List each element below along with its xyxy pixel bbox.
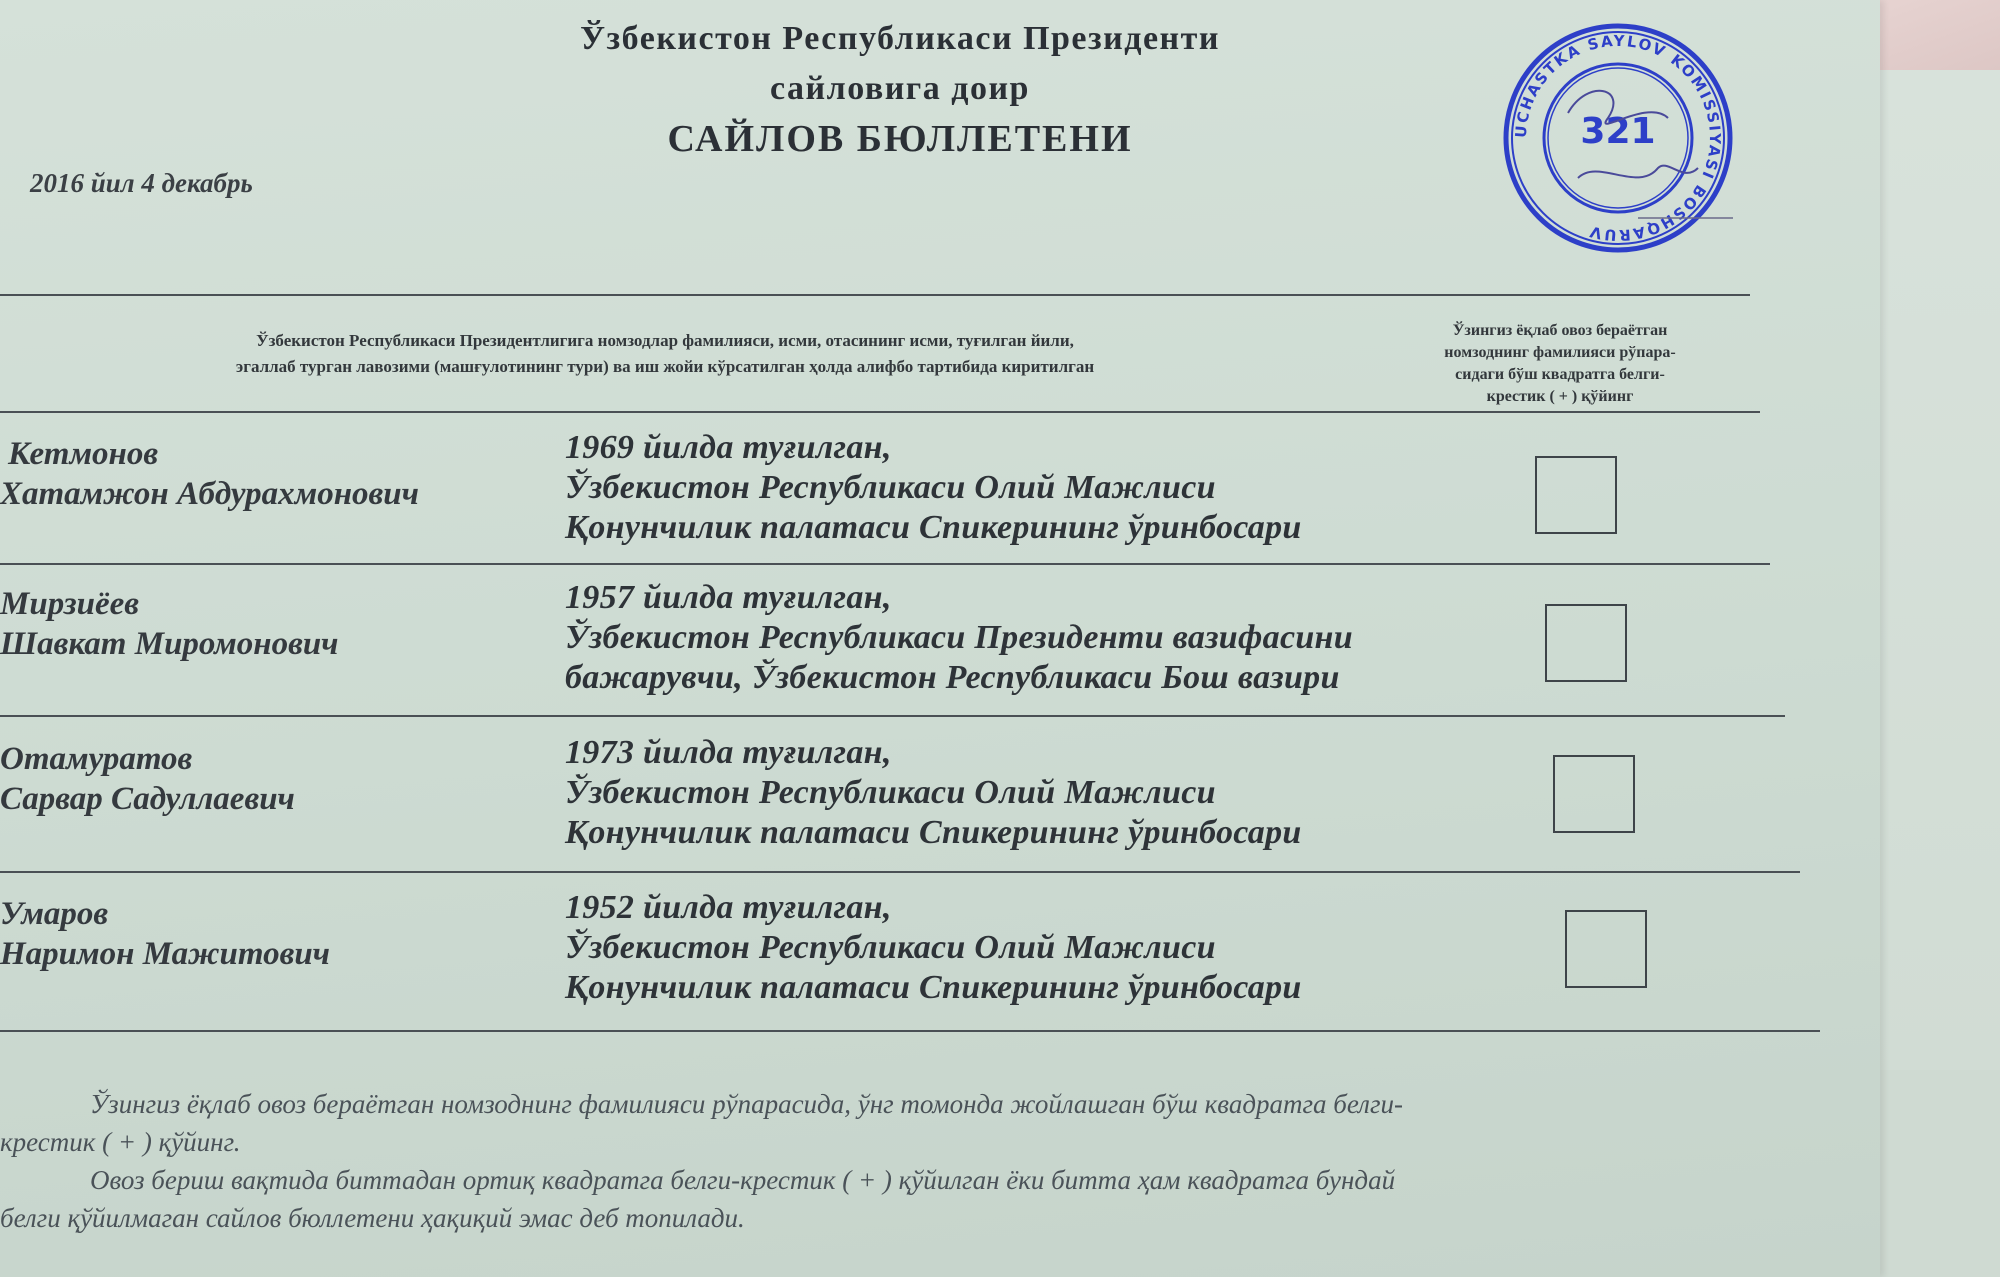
candidate-info (565, 578, 1545, 698)
vote-caption-line-2: номзоднинг фамилияси рўпара- (1444, 344, 1676, 361)
candidate-given-name: Наримон Мажитович (0, 936, 330, 972)
candidate-position: Ўзбекистон Республикаси Президенти вазифасини (565, 619, 1353, 656)
candidate-given-name: Хатамжон Абдурахмонович (0, 476, 419, 512)
row-divider (0, 871, 1800, 873)
candidate-given-name: Сарвар Садуллаевич (0, 781, 295, 817)
candidate-name (0, 434, 540, 514)
candidate-row (0, 880, 1850, 1030)
table-header-rule (0, 411, 1760, 413)
header-caption-line-2: эгаллаб турган лавозими (машғулотининг тури) ва иш жойи кўрсатилган ҳолда алифбо тартибида киритилган (235, 357, 1095, 376)
candidate-surname: Отамуратов (0, 741, 193, 777)
candidate-surname: Кетмонов (8, 436, 159, 472)
candidate-position-cont: Қонунчилик палатаси Спикерининг ўринбосари (565, 969, 1302, 1006)
header-line-2: сайловига доир (770, 70, 1030, 107)
vote-checkbox[interactable] (1535, 456, 1617, 534)
candidate-position-cont: Қонунчилик палатаси Спикерининг ўринбосари (565, 509, 1302, 546)
stamp-ring-text: UCHASTKA SAYLOV KOMISSIYASI BOSHQARUV (1511, 31, 1725, 245)
row-divider (0, 563, 1770, 565)
official-stamp (1498, 18, 1738, 258)
candidate-row (0, 570, 1850, 720)
candidate-name (0, 894, 540, 974)
vote-caption-line-1: Ўзингиз ёқлаб овоз бераётган (1452, 322, 1668, 339)
candidate-birth: 1969 йилда туғилган, (565, 429, 892, 466)
candidate-position: Ўзбекистон Республикаси Олий Мажлиси (565, 774, 1216, 811)
vote-checkbox[interactable] (1545, 604, 1627, 682)
vote-caption-line-4: крестик ( + ) қўйинг (1486, 388, 1634, 405)
instruction-1-line-2: крестик ( + ) қўйинг. (0, 1127, 241, 1157)
table-header-candidates (60, 328, 1270, 380)
candidate-position-cont: Қонунчилик палатаси Спикерининг ўринбосари (565, 814, 1302, 851)
stamp-number: 321 (1580, 111, 1656, 152)
candidate-name (0, 584, 540, 664)
table-bottom-rule (0, 1030, 1820, 1032)
background-sheet-stack (1869, 70, 2000, 1070)
candidate-name (0, 739, 540, 819)
candidate-row (0, 725, 1850, 875)
candidate-given-name: Шавкат Миромонович (0, 626, 339, 662)
candidate-position-cont: бажарувчи, Ўзбекистон Республикаси Бош вазири (565, 659, 1340, 696)
vote-checkbox[interactable] (1553, 755, 1635, 833)
table-top-rule (0, 294, 1750, 296)
candidate-surname: Умаров (0, 896, 109, 932)
candidate-birth: 1952 йилда туғилган, (565, 889, 892, 926)
vote-caption-line-3: сидаги бўш квадратга белги- (1455, 366, 1665, 383)
candidate-info (565, 428, 1545, 548)
candidate-birth: 1957 йилда туғилган, (565, 579, 892, 616)
candidate-info (565, 888, 1545, 1008)
header-caption-line-1: Ўзбекистон Республикаси Президентлигига номзодлар фамилияси, исми, отасининг исми, туғилган йили, (256, 331, 1074, 350)
candidate-position: Ўзбекистон Республикаси Олий Мажлиси (565, 929, 1216, 966)
row-divider (0, 715, 1785, 717)
instruction-2-line-2: белги қўйилмаган сайлов бюллетени ҳақиқий эмас деб топилади. (0, 1203, 745, 1233)
ballot-instructions (0, 1085, 1780, 1237)
instruction-2-line-1: Овоз бериш вақтида биттадан ортиқ квадратга белги-крестик ( + ) қўйилган ёки битта ҳам квадратга бундай (90, 1165, 1396, 1195)
candidate-position: Ўзбекистон Республикаси Олий Мажлиси (565, 469, 1216, 506)
election-date: 2016 йил 4 декабрь (30, 168, 253, 198)
ballot-title: САЙЛОВ БЮЛЛЕТЕНИ (667, 118, 1133, 160)
candidate-birth: 1973 йилда туғилган, (565, 734, 892, 771)
candidate-info (565, 733, 1545, 853)
vote-checkbox[interactable] (1565, 910, 1647, 988)
header-line-1: Ўзбекистон Республикаси Президенти (580, 20, 1220, 57)
instruction-1-line-1: Ўзингиз ёқлаб овоз бераётган номзоднинг фамилияси рўпарасида, ўнг томонда жойлашган бўш квадратга белги- (90, 1089, 1403, 1119)
candidate-row (0, 420, 1850, 570)
table-header-vote (1380, 320, 1740, 408)
candidate-surname: Мирзиёев (0, 586, 140, 622)
ballot-header (400, 14, 1400, 164)
